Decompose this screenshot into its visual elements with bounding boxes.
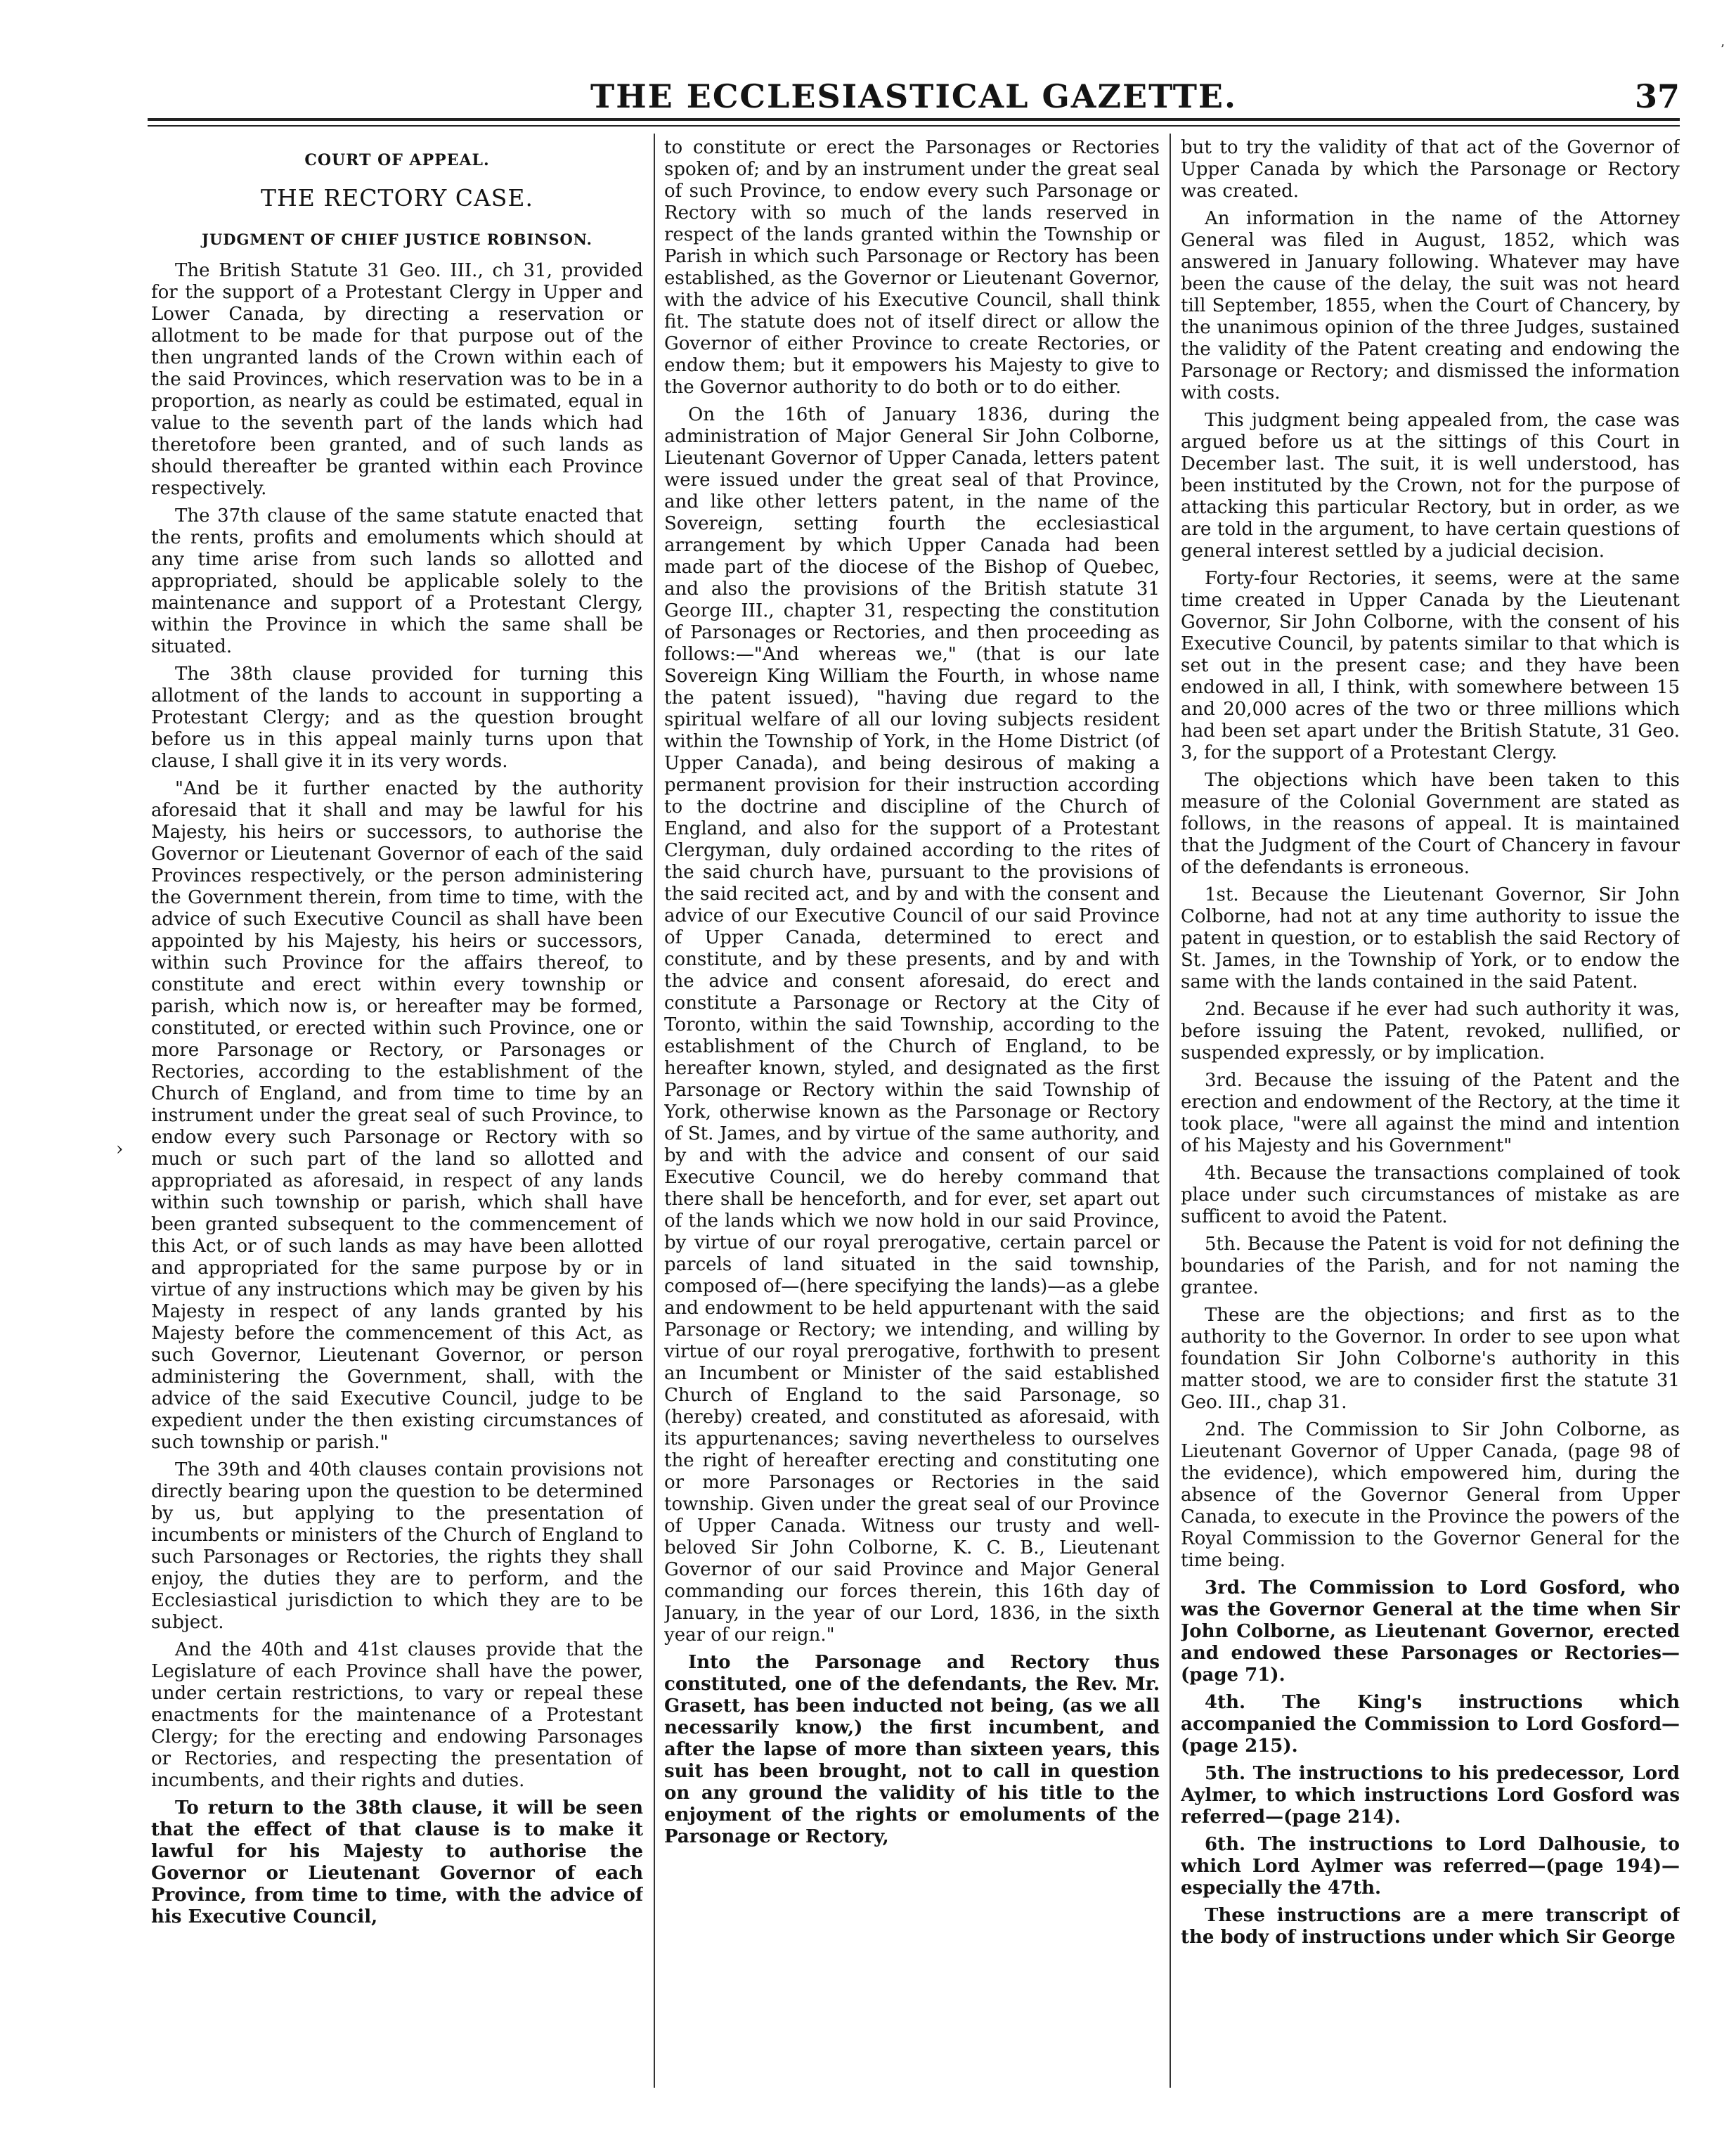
- paragraph: 2nd. The Commission to Sir John Colborne, as Lieutenant Governor of Upper Canada, (page 98 of the evidence), which empowered him, during the absence of the Governor General from Upper Canada, to execute in the Province the powers of the Royal Commission to the Governor General for the time being.: [1181, 1419, 1680, 1571]
- gazette-title: THE ECCLESIASTICAL GAZETTE.: [590, 77, 1238, 115]
- paragraph: This judgment being appealed from, the case was argued before us at the sittings of this Court in December last. The suit, it is well understood, has been instituted by the Crown, not for the purpose of attacking this particular Rectory, but in order, as we are told in the argument, to have certain questions of general interest settled by a judicial decision.: [1181, 410, 1680, 562]
- paragraph: 3rd. The Commission to Lord Gosford, who was the Governor General at the time when Sir John Colborne, as Lieutenant Governor, erected and endowed these Parsonages or Rectories—(page 71).: [1181, 1577, 1680, 1686]
- paragraph: Into the Parsonage and Rectory thus constituted, one of the defendants, the Rev. Mr. Grasett, has been inducted not being, (as we all necessarily know,) the first incumbent, and after the lapse of more than sixteen years, this suit has been brought, not to call in question on any ground the validity of his title to the enjoyment of the rights or emoluments of the Parsonage or Rectory,: [664, 1652, 1160, 1847]
- article-title: THE RECTORY CASE.: [261, 184, 533, 212]
- paragraph: And the 40th and 41st clauses provide that the Legislature of each Province shall have the power, under certain restrictions, to vary or repeal these enactments for the maintenance of a Protestant Clergy; for the erecting and endowing Parsonages or Rectories, and respecting the presentation of incumbents, and their rights and duties.: [151, 1639, 643, 1791]
- margin-tick-icon: ’: [1721, 42, 1725, 57]
- column-divider-1: [654, 134, 655, 2088]
- paragraph: The 39th and 40th clauses contain provisions not directly bearing upon the question to be determined by us, but applying to the presentation of incumbents or ministers of the Church of England to such Parsonages or Rectories, the rights they shall enjoy, the duties they are to perform, and the Ecclesiastical jurisdiction to which they are to be subject.: [151, 1459, 643, 1633]
- paragraph-continuation: to constitute or erect the Parsonages or Rectories spoken of; and by an instrument under the great seal of such Province, to endow every such Parsonage or Rectory with so much of the lands reserved in respect of the lands granted within the Township or Parish in which such Parsonage or Rectory has been established, as the Governor or Lieutenant Governor, with the advice of his Executive Council, shall think fit. The statute does not of itself direct or allow the Governor of either Province to create Rectories, or endow them; but it empowers his Majesty to give to the Governor authority to do both or to do either.: [664, 137, 1160, 398]
- paragraph: To return to the 38th clause, it will be seen that the effect of that clause is to make it lawful for his Majesty to authorise the Governor or Lieutenant Governor of each Province, from time to time, with the advice of his Executive Council,: [151, 1797, 643, 1927]
- paragraph-quote: "And be it further enacted by the authority aforesaid that it shall and may be lawful for his Majesty, his heirs or successors, to authorise the Governor or Lieutenant Governor of each of the said Provinces respectively, or the person administering the Government therein, from time to time, with the advice of such Executive Council as shall have been appointed by his Majesty, his heirs or successors, within such Province for the affairs thereof, to constitute and erect within every township or parish, which now is, or hereafter may be formed, constituted, or erected within such Province, one or more Parsonage or Rectory, or Parsonages or Rectories, according to the establishment of the Church of England, and from time to time by an instrument under the great seal of such Province, to endow every such Parsonage or Rectory with so much or such part of the land so allotted and appropriated as aforesaid, in respect of any lands within such township or parish, which shall have been granted subsequent to the commencement of this Act, or of such lands as may have been allotted and appropriated for the same purpose by or in virtue of any instructions which may be given by his Majesty in respect of any lands granted by his Majesty before the commencement of this Act, as such Governor, Lieutenant Governor, or person administering the Government, shall, with the advice of the said Executive Council, judge to be expedient under the then existing circumstances of such township or parish.": [151, 778, 643, 1453]
- paragraph: 5th. The instructions to his predecessor, Lord Aylmer, to which instructions Lord Gosford was referred—(page 214).: [1181, 1763, 1680, 1828]
- paragraph: 4th. The King's instructions which accompanied the Commission to Lord Gosford—(page 215).: [1181, 1692, 1680, 1757]
- paragraph-continuation: but to try the validity of that act of the Governor of Upper Canada by which the Parsonage or Rectory was created.: [1181, 137, 1680, 202]
- paragraph: 4th. Because the transactions complained of took place under such circumstances of mistake as are sufficent to avoid the Patent.: [1181, 1163, 1680, 1227]
- column-2: [664, 137, 1160, 2105]
- page-header: [148, 49, 1680, 134]
- paragraph: Forty-four Rectories, it seems, were at the same time created in Upper Canada by the Lieutenant Governor, Sir John Colborne, with the consent of his Executive Council, by patents similar to that which is set out in the present case; and they have been endowed in all, I think, with somewhere between 15 and 20,000 acres of the two or three millions which had been set apart under the British Statute, 31 Geo. 3, for the support of a Protestant Clergy.: [1181, 568, 1680, 763]
- column-1: [151, 137, 643, 2105]
- paragraph: 3rd. Because the issuing of the Patent and the erection and endowment of the Rectory, at the time it took place, "were all against the mind and intention of his Majesty and his Government": [1181, 1070, 1680, 1156]
- paragraph: On the 16th of January 1836, during the administration of Major General Sir John Colborne, Lieutenant Governor of Upper Canada, letters patent were issued under the great seal of that Province, and like other letters patent, in the name of the Sovereign, setting fourth the ecclesiastical arrangement by which Upper Canada had been made part of the diocese of the Bishop of Quebec, and also the provisions of the British statute 31 George III., chapter 31, respecting the constitution of Parsonages or Rectories, and then proceeding as follows:—"And whereas we," (that is our late Sovereign King William the Fourth, in whose name the patent issued), "having due regard to the spiritual welfare of all our loving subjects resident within the Township of York, in the Home District (of Upper Canada), and being desirous of making a permanent provision for their instruction according to the doctrine and discipline of the Church of England, and also for the support of a Protestant Clergyman, duly ordained according to the rites of the said church have, pursuant to the provisions of the said recited act, and by and with the consent and advice of our Executive Council of our said Province of Upper Canada, determined to erect and constitute, and by these presents, and by and with the advice and consent aforesaid, do erect and constitute a Parsonage or Rectory at the City of Toronto, within the said Township, according to the establishment of the Church of England, to be hereafter known, styled, and designated as the first Parsonage or Rectory within the said Township of York, otherwise known as the Parsonage or Rectory of St. James, and by virtue of the same authority, and by and with the advice and consent of our said Executive Council, we do hereby command that there shall be henceforth, and for ever, set apart out of the lands which we now hold in our said Province, by virtue of our royal prerogative, certain parcel or parcels of land situated in the said township, composed of—(here specifying the lands)—as a glebe and endowment to be held appurtenant with the said Parsonage or Rectory; we intending, and willing by virtue of our royal prerogative, forthwith to present an Incumbent or Minister of the said established Church of England to the said Parsonage, so (hereby) created, and constituted as aforesaid, with its appurtenances; saving nevertheless to ourselves the right of hereafter erecting and constituting one or more Parsonages or Rectories in the said township. Given under the great seal of our Province of Upper Canada. Witness our trusty and well-beloved Sir John Colborne, K. C. B., Lieutenant Governor of our said Province and Major General commanding our forces therein, this 16th day of January, in the year of our Lord, 1836, in the sixth year of our reign.": [664, 404, 1160, 1646]
- header-rule-thick: [148, 118, 1680, 121]
- paragraph: The British Statute 31 Geo. III., ch 31, provided for the support of a Protestant Clergy in Upper and Lower Canada, by directing a reservation or allotment to be made for that purpose out of the then ungranted lands of the Crown within each of the said Provinces, which reservation was to be in a proportion, as nearly as could be estimated, equal in value to the seventh part of the lands which had theretofore been granted, and of such lands as should thereafter be granted within each Province respectively.: [151, 260, 643, 499]
- header-rule-thin: [148, 125, 1680, 127]
- paragraph: 6th. The instructions to Lord Dalhousie, to which Lord Aylmer was referred—(page 194)—especially the 47th.: [1181, 1834, 1680, 1899]
- paragraph: The 38th clause provided for turning this allotment of the lands to account in supporting a Protestant Clergy; and as the question brought before us in this appeal mainly turns upon that clause, I shall give it in its very words.: [151, 664, 643, 772]
- paragraph: 2nd. Because if he ever had such authority it was, before issuing the Patent, revoked, nullified, or suspended expressly, or by implication.: [1181, 999, 1680, 1064]
- paragraph: 1st. Because the Lieutenant Governor, Sir John Colborne, had not at any time authority to issue the patent in question, or to establish the said Rectory of St. James, in the Township of York, or to endow the same with the lands contained in the said Patent.: [1181, 884, 1680, 993]
- paragraph: These are the objections; and first as to the authority to the Governor. In order to see upon what foundation Sir John Colborne's authority in this matter stood, we are to consider first the statute 31 Geo. III., chap 31.: [1181, 1305, 1680, 1413]
- paragraph: The 37th clause of the same statute enacted that the rents, profits and emoluments which should at any time arise from such lands so allotted and appropriated, should be applicable solely to the maintenance and support of a Protestant Clergy, within the Province in which the same shall be situated.: [151, 505, 643, 657]
- margin-mark-icon: ›: [116, 1139, 124, 1160]
- paragraph: These instructions are a mere transcript of the body of instructions under which Sir George: [1181, 1905, 1680, 1948]
- article-byline: JUDGMENT OF CHIEF JUSTICE ROBINSON.: [202, 231, 592, 248]
- paragraph: An information in the name of the Attorney General was filed in August, 1852, which was answered in January following. Whatever may have been the cause of the delay, the suit was not heard till September, 1855, when the Court of Chancery, by the unanimous opinion of the three Judges, sustained the validity of the Patent creating and endowing the Parsonage or Rectory; and dismissed the information with costs.: [1181, 208, 1680, 403]
- paragraph: The objections which have been taken to this measure of the Colonial Government are stated as follows, in the reasons of appeal. It is maintained that the Judgment of the Court of Chancery in favour of the defendants is erroneous.: [1181, 770, 1680, 878]
- page-number: 37: [1634, 77, 1680, 115]
- column-3: [1181, 137, 1680, 2105]
- column-divider-2: [1170, 134, 1171, 2088]
- section-label: COURT OF APPEAL.: [304, 151, 490, 169]
- paragraph: 5th. Because the Patent is void for not defining the boundaries of the Parish, and for not naming the grantee.: [1181, 1234, 1680, 1298]
